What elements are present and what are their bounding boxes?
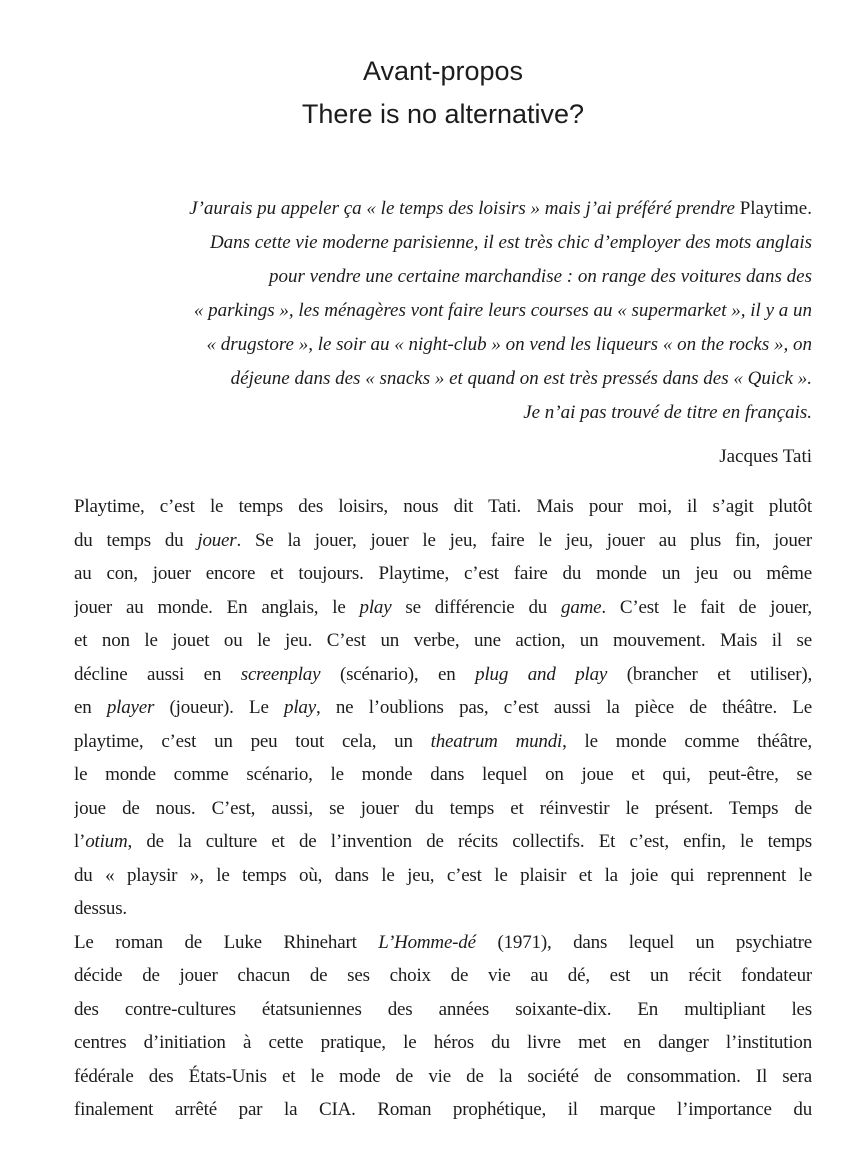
text-segment: , ne l’oublions pas, c’est aussi la pièce de théâtre. Le [315, 697, 812, 718]
text-segment: (brancher et utiliser), [607, 663, 812, 685]
text-segment: play [359, 596, 392, 618]
text-line [74, 926, 812, 960]
text-segment: Dans cette vie moderne parisienne, il est très chic d’employer des mots anglais [209, 232, 812, 253]
page-title: Avant-propos [362, 56, 524, 86]
text-line [74, 658, 812, 692]
text-line [74, 892, 812, 926]
text-segment: et non le jouet ou le jeu. C’est un verbe, une action, un mouvement. Mais il se [74, 630, 812, 651]
text-segment: game [561, 596, 602, 618]
text-segment: jouer au monde. En anglais, le [74, 596, 360, 618]
text-segment: . C’est le fait de jouer, [601, 596, 812, 618]
text-segment: pour vendre une certaine marchandise : on range des voitures dans des [269, 266, 812, 287]
text-segment: L’Homme-dé [378, 931, 476, 953]
text-segment: décide de jouer chacun de ses choix de vie au dé, est un récit fondateur [74, 965, 812, 986]
text-segment: au con, jouer encore et toujours. Playtime, c’est faire du monde un jeu ou même [74, 563, 812, 584]
text-segment: fédérale des États-Unis et le mode de vie de la société de consommation. Il sera [74, 1065, 812, 1087]
text-line [74, 758, 812, 792]
text-segment: play [284, 697, 316, 718]
body-paragraph [74, 926, 812, 1127]
text-segment: Playtime. [739, 198, 812, 219]
body-paragraph [74, 490, 812, 926]
epigraph-lines [74, 192, 812, 430]
text-segment: player [106, 697, 155, 718]
text-segment: , le monde comme théâtre, [562, 730, 812, 752]
chapter-heading [74, 50, 812, 136]
text-line [74, 792, 812, 826]
text-segment: se différencie du [391, 596, 562, 618]
text-line [74, 557, 812, 591]
text-segment: screenplay [240, 663, 321, 685]
text-segment: Le roman de Luke Rhinehart [74, 931, 379, 953]
text-segment: theatrum mundi [430, 730, 563, 752]
epigraph-line [74, 362, 812, 396]
text-segment: . Se la jouer, jouer le jeu, faire le jeu, jouer au plus fin, jouer [236, 529, 812, 551]
text-segment: otium [85, 831, 128, 852]
text-segment: Je n’ai pas trouvé de titre en français. [523, 402, 812, 423]
text-line [74, 825, 812, 859]
text-line [74, 959, 812, 993]
epigraph-line [74, 328, 812, 362]
text-segment: « drugstore », le soir au « night-club » on vend les liqueurs « on the rocks », on [206, 334, 812, 355]
text-line [74, 1093, 812, 1127]
text-line [74, 591, 812, 625]
text-segment: , de la culture et de l’invention de récits collectifs. Et c’est, enfin, le temps [127, 831, 812, 852]
text-segment: (1971), dans lequel un psychiatre [475, 931, 812, 953]
text-segment: du « playsir », le temps où, dans le jeu, c’est le plaisir et la joie qui reprennent le [74, 864, 812, 886]
text-line [74, 691, 812, 725]
epigraph-line [74, 260, 812, 294]
text-line [74, 1060, 812, 1094]
text-segment: du temps du [74, 529, 198, 551]
epigraph-line [74, 396, 812, 430]
text-segment: (scénario), en [320, 663, 476, 685]
text-segment: (joueur). Le [154, 697, 285, 718]
text-segment: plug and play [475, 663, 608, 685]
text-segment: l’ [74, 831, 86, 852]
text-line [74, 725, 812, 759]
text-segment: joue de nous. C’est, aussi, se jouer du temps et réinvestir le présent. Temps de [74, 797, 812, 819]
epigraph-attribution: Jacques Tati [719, 446, 812, 467]
epigraph-line [74, 226, 812, 260]
epigraph-line [74, 294, 812, 328]
text-segment: centres d’initiation à cette pratique, le héros du livre met en danger l’institution [74, 1032, 812, 1053]
text-segment: décline aussi en [74, 663, 241, 685]
text-segment: finalement arrêté par la CIA. Roman prophétique, il marque l’importance du [74, 1099, 812, 1120]
text-segment: le monde comme scénario, le monde dans lequel on joue et qui, peut-être, se [74, 764, 812, 785]
text-segment: dessus. [74, 898, 127, 919]
text-segment: des contre-cultures étatsuniennes des années soixante-dix. En multipliant les [74, 998, 812, 1020]
text-line [74, 624, 812, 658]
text-line [74, 490, 812, 524]
text-segment: jouer [197, 529, 237, 551]
text-line [74, 524, 812, 558]
text-segment: J’aurais pu appeler ça « le temps des loisirs » mais j’ai préféré prendre [189, 198, 740, 219]
text-segment: déjeune dans des « snacks » et quand on est très pressés dans des « Quick ». [230, 368, 812, 389]
text-line [74, 859, 812, 893]
text-line [74, 993, 812, 1027]
epigraph-line [74, 192, 812, 226]
text-segment: playtime, c’est un peu tout cela, un [74, 730, 431, 752]
text-segment: en [74, 697, 107, 718]
page-subtitle: There is no alternative? [301, 99, 585, 129]
body-text [74, 490, 812, 1127]
text-line [74, 1026, 812, 1060]
epigraph [74, 192, 812, 470]
text-segment: Playtime, c’est le temps des loisirs, nous dit Tati. Mais pour moi, il s’agit plutôt [74, 496, 812, 517]
text-segment: « parkings », les ménagères vont faire leurs courses au « supermarket », il y a un [193, 300, 812, 321]
